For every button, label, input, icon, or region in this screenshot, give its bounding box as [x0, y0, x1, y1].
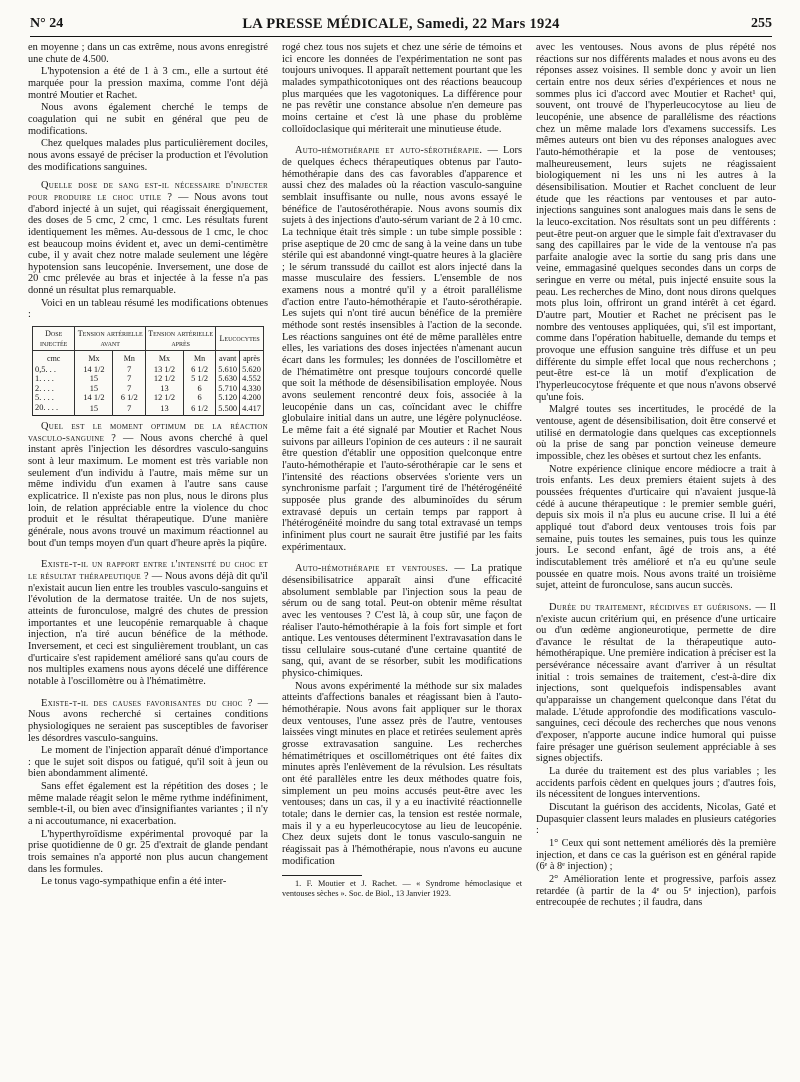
- cell: 7: [113, 374, 146, 384]
- unit-mn: Mn: [113, 351, 146, 365]
- paragraph: Nous avons également cherché le temps de coagulation qui ne subit en général que peu de modifications.: [28, 102, 268, 137]
- table-row: [33, 403, 264, 416]
- units-row: [33, 351, 264, 365]
- cell-dose: 1. . . .: [33, 374, 75, 384]
- cell: 4.417: [240, 403, 264, 416]
- unit-before: avant: [216, 351, 240, 365]
- col-header-leucocytes: Leucocytes: [216, 327, 264, 351]
- section-duree: [536, 602, 776, 765]
- paragraph: Le moment de l'injection apparaît dénué d'importance : que le sujet soit dispos ou fatigué, qu'il soit à jeun ou bien abondamment alimenté.: [28, 745, 268, 780]
- table-row: [33, 384, 264, 394]
- cell: 5.120: [216, 393, 240, 403]
- cell: 12 1/2: [146, 393, 184, 403]
- paragraph: en moyenne ; dans un cas extrême, nous avons enregistré une chute de 4.500.: [28, 42, 268, 65]
- section-auto-serotherapie: [282, 145, 522, 553]
- cell: 15: [75, 374, 113, 384]
- section-ventouses: [282, 563, 522, 680]
- cell: 6: [183, 384, 215, 394]
- section-text: — Il n'existe aucun critérium qui, en présence d'une urticaire ou d'un œdème angioneurotique, permette de dire d'avance le résultat de la thérapeutique auto-hémothérapique. Une première indication à préciser est la persévérance nécessaire avant d'arriver à un résultat initial : trois semaines de traitement, c'est-à-dire dix injections, sont quelquefois indispensables avant qu'apparaisse un changement quelconque dans l'état du malade. L'étude approfondie des modifications vasculo-sanguines, ceci découle des recherches que nous venons d'exposer, n'apporte aucune indice humoral qui puisse faire présager une guérison seulement appréciable à ses signes objectifs.: [536, 601, 776, 765]
- cell: 5.630: [216, 374, 240, 384]
- paragraph: Sans effet également est la répétition des doses ; le même malade réagit selon le même rythme indéfiniment, semble-t-il, ou bien avec d'insignifiantes variantes ; il n'y a ni accoutumance, ni exacerbation.: [28, 781, 268, 828]
- cell: 7: [113, 384, 146, 394]
- cell: 5.710: [216, 384, 240, 394]
- table-row: [33, 374, 264, 384]
- section-text: — Nous avons tout d'abord injecté à un sujet, qui réagissait énergiquement, des doses de 5 cmc, 2 cmc, 1 cmc. Les résultats furent identiquement les mêmes. Au-dessous de 1 cmc, le choc est beaucoup moins évident et, avec un demi-centimètre cube, il y avait chez notre malade seulement une légère hypotension sans leucopénie. Inversement, une dose de 20 cmc prélevée au bras et injectée à la fesse n'a pas donné un résultat plus remarquable.: [28, 191, 268, 297]
- cell: 14 1/2: [75, 365, 113, 375]
- paragraph: Le tonus vago-sympathique enfin a été inter-: [41, 876, 227, 888]
- section-text: — La pratique désensibilisatrice apparaît ainsi d'une efficacité absolument semblable par l'injection sous la peau de sérum ou de sang total. Peut-on obtenir même résultat avec les ventouses ? C'est là, à coup sûr, une façon de réaliser l'auto-hémothérapie à la fois fort simple et fort antique. Les ventouses déterminent l'extravasation dans le tissu cellulaire sous-cutané d'une certaine quantité de sang, qui, avant de se résorber, subit les modifications physico-chimiques.: [282, 563, 522, 680]
- paragraph: rogé chez tous nos sujets et chez une série de témoins et ici encore les données de l'expérimentation ne sont pas toujours univoques. Il apparaît nettement pourtant que les malades sympathicotoniques ont des réactions beaucoup plus marquées que les vagotoniques. La différence pour ne pas revêtir une constance absolue n'en demeure pas moins certaine et c'est là une phase du problème colloïdoclasique qui mériterait une minutieuse étude.: [282, 42, 522, 135]
- cell-dose: 2. . . .: [33, 384, 75, 394]
- table-row: [33, 393, 264, 403]
- journal-title: LA PRESSE MÉDICALE, Samedi, 22 Mars 1924: [242, 16, 560, 32]
- section-moment: [28, 421, 268, 549]
- section-heading: Quelle dose de sang est-il nécessaire d'injecter pour produire le choc utile ?: [28, 180, 268, 203]
- cell: 5.610: [216, 365, 240, 375]
- cell: 6: [183, 393, 215, 403]
- running-header: [30, 14, 772, 37]
- cell: 7: [113, 365, 146, 375]
- paragraph: 1° Ceux qui sont nettement améliorés dès la première injection, et dans ce cas la guérison est en général rapide (6ᵉ à 8ᵉ injection) ;: [536, 837, 776, 873]
- paragraph: Chez quelques malades plus particulièrement dociles, nous avons essayé de préciser la production et l'évolution des modifications sanguines.: [28, 138, 268, 173]
- section-rapport: [28, 559, 268, 687]
- unit-mx: Mx: [75, 351, 113, 365]
- cell: 15: [75, 403, 113, 416]
- column-3: [536, 42, 776, 910]
- cell: 6 1/2: [183, 403, 215, 416]
- cell: 15: [75, 384, 113, 394]
- footnote-rule: [282, 875, 362, 876]
- section-text: — Lors de quelques échecs thérapeutiques obtenus par l'auto-hémothérapie dans des cas favorables d'apparence et aussi chez des malades où la réaction vasculo-sanguine semblait insuffisante ou nulle, nous avons essayé le bénéfice de l'autosérothérapie. Nous avons soumis dix sujets à des injections d'auto-sérum variant de 2 à 10 cmc. La technique était très simple : un tube simple possible : prise aseptique de 20 cmc de sang à la veine dans un tube stérile qui est abandonné vingt-quatre heures à la glacière ; le sérum transsudé du caillot est alors injecté dans la masse musculaire des fessiers. L'ensemble de nos examens nous a montré qu'il y a étroit parallélisme d'action entre l'auto-hémothérapie et l'auto-sérothérapie. Les sujets qui n'ont tiré aucun bénéfice de la première méthode sont restés insensibles à l'action de la seconde. Les réactions sanguines ont été de même parallèles entre elles, les variations des doses injectées n'amenant aucun écart dans les formules; les données de l'oscillomètre et de l'hématimètre ont presque toujours concordé quelle que soit la méthode de désensibilisation employée. Nous avons seulement rencontré deux fois, associée à la leucopénie dans un cas, coïncidant avec le chiffre globulaire initial dans un autre, une légère polynucléose. Le même fait a été signalé par Moutier et Rachet Nous suivons par ailleurs l'opinion de ces auteurs : il ne saurait être question d'établir une opposition quelconque entre l'auto-hémothérapie et l'auto-sérothérapie car le sens et l'intensité des réactions observées s'oriente vers un synchronisme parfait ; l'argument tiré de l'hétérogénéité supposée plus grande des albuminoïdes du sérum extravasé depuis un certain temps par rapport à l'hétérogénéité moindre du sang total extravasé un temps infiniment plus court ne saurait être justifié par les faits expérimentaux.: [282, 145, 522, 553]
- section-dose: [28, 180, 268, 297]
- paragraph: Notre expérience clinique encore médiocre a trait à trois enfants. Les deux premiers étaient sujets à des poussées fréquentes d'urticaire qui n'avaient jusque-là cédé à aucune thérapeutique : le premier semble guéri, depuis six mois il n'a plus eu aucune crise. Il lui a été appliqué tout d'abord deux ventouses trois fois par semaine, puis toutes les semaines, puis tous les quinze jours. Le second enfant, âgé de trois ans, a été indiscutablement très amélioré et n'a eu qu'une seule poussée en quatre mois. Nous avons traité un troisième sujet, atteint de furonculose, sans aucun succès.: [536, 463, 776, 592]
- modifications-table: [32, 326, 264, 416]
- section-heading: Existe-t-il des causes favorisantes du choc ?: [41, 697, 253, 709]
- cell: 5 1/2: [183, 374, 215, 384]
- section-heading: Existe-t-il un rapport entre l'intensité du choc et le résultat thérapeutique ?: [28, 559, 268, 582]
- cell: 12 1/2: [146, 374, 184, 384]
- column-1: [28, 42, 268, 889]
- col-header-dose: Dose injectée: [33, 327, 75, 351]
- footnote: 1. F. Moutier et J. Rachet. — « Syndrome hémoclasique et ventouses sèches ». Soc. de Biol., 13 Janvier 1923.: [282, 879, 522, 899]
- paragraph: L'hyperthyroïdisme expérimental provoqué par la prise quotidienne de 0 gr. 25 d'extrait de glande pendant trois semaines n'a apporté non plus aucun changement dans les formules.: [28, 828, 268, 875]
- cell: 13 1/2: [146, 365, 184, 375]
- paragraph: La durée du traitement est des plus variables ; les accidents parfois cèdent en quelques jours ; d'autres fois, ils nécessitent de longues interventions.: [536, 766, 776, 801]
- section-heading: Durée du traitement, récidives et guérisons.: [549, 601, 752, 613]
- cell: 14 1/2: [75, 393, 113, 403]
- cell: 13: [146, 403, 184, 416]
- section-causes: [28, 698, 268, 745]
- table-row: [33, 365, 264, 375]
- cell: 4.200: [240, 393, 264, 403]
- cell-dose: 20. . . .: [33, 403, 75, 416]
- cell: 6 1/2: [113, 393, 146, 403]
- paragraph: Nous avons expérimenté la méthode sur six malades atteints d'affections banales et réagissant bien à l'auto-hémothérapie. Nous avons fait appliquer sur le thorax deux ventouses, l'une assez près de l'autre, ventouses laissées vingt minutes en place et retirées seulement après grosse extravasation sanguine. Les recherches hématimétriques et oscillométriques ont été faites dix minutes après l'enlèvement de la révulsion. Les résultats ont été parallèles entre les deux méthodes quatre fois, simplement un peu moins accusés peut-être avec les ventouses; dans un cas, il y a eu inactivité réactionnelle totale; dans le dernier cas, la tension est restée normale, mais il y a eu hyperleucocytose au lieu de leucopénie. Chez deux sujets dont le tonus vasculo-sanguin ne réagissait pas à l'hémothérapie, nous n'avons eu aucune modification: [282, 680, 522, 867]
- cell: 4.330: [240, 384, 264, 394]
- cell-dose: 0,5. . .: [33, 365, 75, 375]
- paragraph: avec les ventouses. Nous avons de plus répété nos réactions sur nos différents malades et nous avons eu des réponses assez voisines. Il semble donc y avoir un lien certain entre nos deux séries d'expériences et nous ne sommes plus ici d'accord avec Moutier et Rachet¹ qui, souvent, ont trouvé de l'hyperleucocytose au lieu de leucopénie, une absence de parallélisme des réactions chez un même malade lors d'examens successifs. Les mêmes auteurs ont bien vu des réponses analogues avec l'auto-hémothérapie et la pose de ventouses; malheureusement, leurs sujets ne réagissaient biologiquement ni les uns ni les autres à la désensibilisation. Moutier et Rachet concluent de leur étude que les réactions par ventouses et par auto-injections sanguines sont analogues mais dans le sens de la leuco-excitation. Nos résultats sont un peu différents : peut-être peut-on arguer que le simple fait d'extravaser du sang des capillaires par le vide de la ventouse n'a pas parfaite analogie avec la sortie du sang pris dans une veine, emmagasiné quelques secondes dans un corps de seringue en verre ou métal, puis injecté ensuite sous la peau. Les recherches de Mino, dont nous dirons quelques mots plus loin, offriront un grand intérêt à cet égard. D'autre part, Moutier et Rachet ne précisent pas le nombre des ventouses appliquées, qui, s'il est important, comme dans l'opération habituelle, demande du temps et provoque une effusion sanguine très diffuse et un peu différente du simple effet local que nous recherchons ; peut-être est-ce là un motif d'explication de l'hyperleucocytose fréquente et que nous n'avons observé qu'une fois.: [536, 42, 776, 403]
- unit-cmc: cmc: [33, 351, 75, 365]
- section-text: — Nous avons recherché si certaines conditions physiologiques ne seraient pas susceptibles de favoriser les désordres vasculo-sanguins.: [28, 697, 268, 744]
- col-header-tension-before: Tension artérielle avant: [75, 327, 146, 351]
- unit-mn: Mn: [183, 351, 215, 365]
- cell: 5.500: [216, 403, 240, 416]
- page-number: 255: [751, 16, 772, 31]
- paragraph: 2° Amélioration lente et progressive, parfois assez retardée (à partir de la 4ᵉ ou 5ᵉ injection), parfois entrecoupée de rechutes ; il faudra, dans: [536, 873, 776, 909]
- unit-mx: Mx: [146, 351, 184, 365]
- cell: 13: [146, 384, 184, 394]
- paragraph: Voici en un tableau résumé les modifications obtenues :: [28, 297, 268, 321]
- unit-after: après: [240, 351, 264, 365]
- column-2: [282, 42, 522, 900]
- issue-number: N° 24: [30, 16, 64, 31]
- paragraph: Discutant la guérison des accidents, Nicolas, Gaté et Dupasquier classent leurs malades en plusieurs catégories :: [536, 802, 776, 837]
- cell: 5.620: [240, 365, 264, 375]
- cell: 4.552: [240, 374, 264, 384]
- section-heading: Quel est le moment optimum de la réaction vasculo-sanguine ?: [28, 421, 268, 444]
- paragraph: L'hypotension a été de 1 à 3 cm., elle a surtout été marquée pour la pression maxima, comme l'ont déjà montré Moutier et Rachet.: [28, 66, 268, 101]
- paragraph: Malgré toutes ses incertitudes, le procédé de la ventouse, agent de désensibilisation, doit être conservé et utilisé en dermatologie dans quelques cas exceptionnels où la prise de sang par ponction veineuse demeure impossible, chez les obèses et surtout chez les enfants.: [536, 404, 776, 462]
- section-text: — Nous avons déjà dit qu'il n'existait aucun lien entre les troubles vasculo-sanguins et l'évolution de la dermatose traitée. Un de nos sujets, atteints de furonculose, malgré des chutes de pression importantes et une leucopénie remarquable à chaque injection, n'a tiré aucun bénéfice de la méthode. Inversement, et ceci est singulièrement troublant, un cas d'urticaire s'est rapidement amélioré sans qu'au cours de nos multiples examens nous ayons décelé une différence notable à l'oscillomètre ou à l'hématimètre.: [28, 570, 268, 687]
- cell: 6 1/2: [183, 365, 215, 375]
- section-heading: Auto-hémothérapie et auto-sérothérapie.: [295, 145, 483, 157]
- cell: 7: [113, 403, 146, 416]
- section-text: — Nous avons cherché à quel instant après l'injection les désordres vasculo-sanguins sont à leur maximum. Le moment est très variable non seulement d'un individu à l'autre, mais même sur un même individu d'un examen à l'autre sans cause explicatrice. Il n'existe pas non plus, nous le dirons plus loin, de relation appréciable entre la violence du choc produit et le résultat thérapeutique. D'une manière générale, nous avons trouvé un maximum réactionnel au bout d'un temps moyen d'un quart d'heure après la piqûre.: [28, 432, 268, 549]
- col-header-tension-after: Tension artérielle après: [146, 327, 216, 351]
- cell-dose: 5. . . .: [33, 393, 75, 403]
- section-heading: Auto-hémothérapie et ventouses.: [295, 563, 449, 575]
